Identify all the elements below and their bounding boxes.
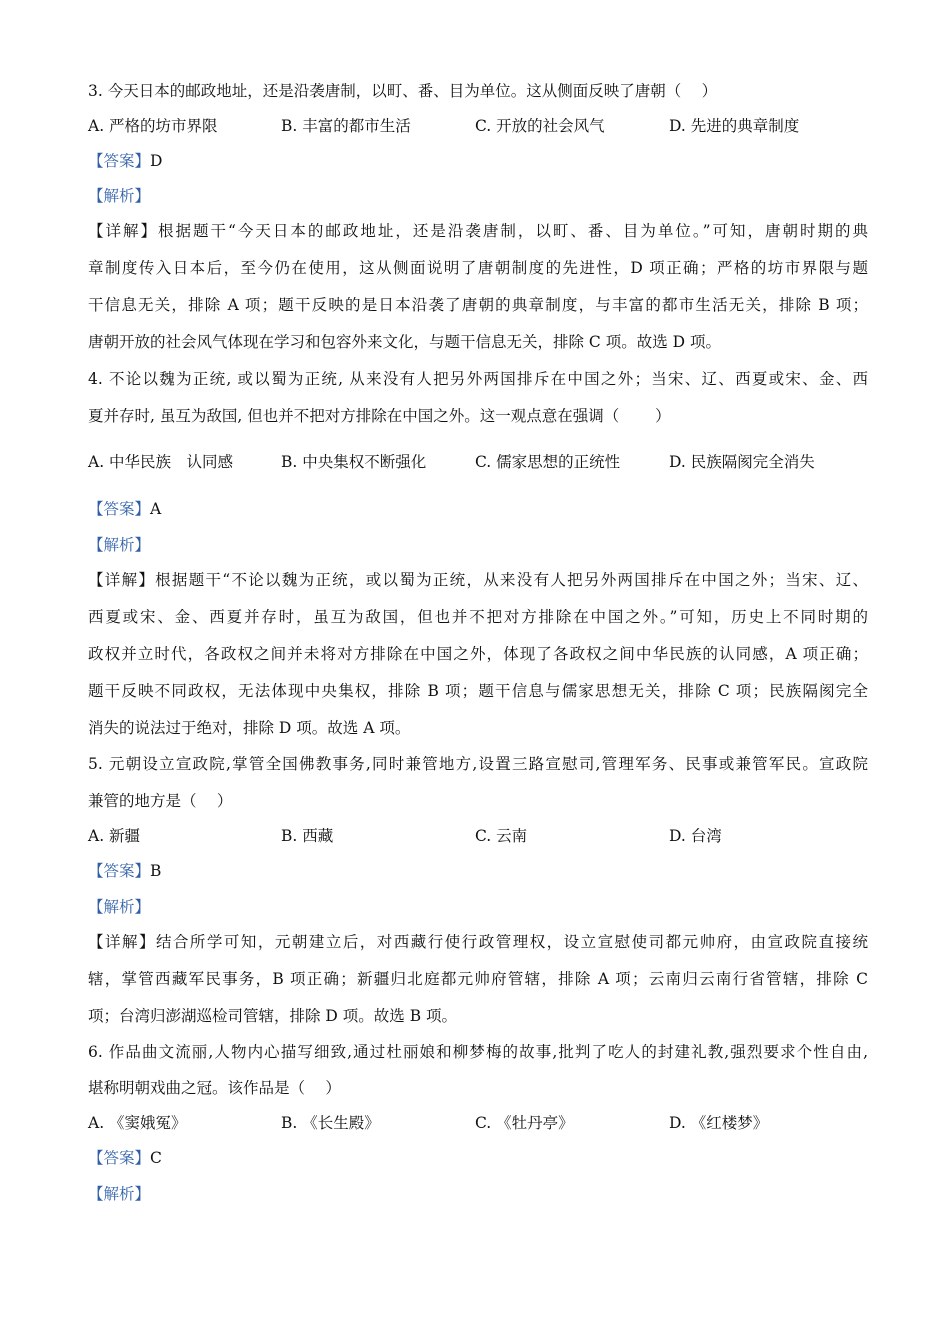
option-c: C. 开放的社会风气 <box>475 117 605 135</box>
option-b: B. 丰富的都市生活 <box>281 117 411 135</box>
question-5-analysis-tag: 【解析】 <box>88 898 151 916</box>
option-a: A. 新疆 <box>88 827 141 845</box>
question-5-options <box>88 825 868 847</box>
option-c: C. 儒家思想的正统性 <box>475 453 621 471</box>
question-4-stem: 4. 不论以魏为正统, 或以蜀为正统, 从来没有人把另外两国排斥在中国之外；当宋、辽、西夏或宋、金、西 <box>88 370 868 388</box>
question-3-detail-line: 唐朝开放的社会风气体现在学习和包容外来文化，与题干信息无关，排除 C 项。故选 D 项。 <box>88 333 721 351</box>
question-4-detail-line: 西夏或宋、金、西夏并存时，虽互为敌国，但也并不把对方排除在中国之外。”可知，历史上不同时期的 <box>88 608 868 626</box>
question-5-detail-line: 项；台湾归澎湖巡检司管辖，排除 D 项。故选 B 项。 <box>88 1007 458 1025</box>
option-a: A. 严格的坊市界限 <box>88 117 218 135</box>
option-c: C. 《牡丹亭》 <box>475 1114 574 1132</box>
detail-text: 根据题干“不论以魏为正统，或以蜀为正统，从来没有人把另外两国排斥在中国之外；当宋、辽、 <box>155 571 868 589</box>
detail-tag: 【详解】 <box>88 222 158 240</box>
question-3-detail-line <box>88 220 868 242</box>
question-3-options <box>88 115 868 137</box>
question-4-options <box>88 451 868 473</box>
answer-value: C <box>150 1149 162 1167</box>
option-b: B. 中央集权不断强化 <box>281 453 427 471</box>
question-3-analysis-tag: 【解析】 <box>88 187 151 205</box>
question-6-answer <box>88 1147 868 1169</box>
question-3-detail-line: 章制度传入日本后，至今仍在使用，这从侧面说明了唐朝制度的先进性，D 项正确；严格的坊市界限与题 <box>88 259 868 277</box>
answer-value: A <box>150 500 162 518</box>
option-a: A. 中华民族 认同感 <box>88 453 234 471</box>
answer-value: D <box>150 152 163 170</box>
option-b: B. 《长生殿》 <box>281 1114 380 1132</box>
question-4-detail-line: 政权并立时代，各政权之间并未将对方排除在中国之外，体现了各政权之间中华民族的认同感，A 项正确； <box>88 645 868 663</box>
answer-tag: 【答案】 <box>88 1149 151 1167</box>
answer-value: B <box>150 862 162 880</box>
question-4-detail-line <box>88 569 868 591</box>
option-d: D. 《红楼梦》 <box>669 1114 769 1132</box>
option-d: D. 先进的典章制度 <box>669 117 800 135</box>
option-b: B. 西藏 <box>281 827 334 845</box>
answer-tag: 【答案】 <box>88 152 151 170</box>
question-6-options <box>88 1112 868 1134</box>
question-6-stem: 堪称明朝戏曲之冠。该作品是（ ） <box>88 1079 341 1097</box>
question-4-analysis-tag: 【解析】 <box>88 536 151 554</box>
question-4-detail-line: 消失的说法过于绝对，排除 D 项。故选 A 项。 <box>88 719 411 737</box>
option-d: D. 民族隔阂完全消失 <box>669 453 815 471</box>
question-6-analysis-tag: 【解析】 <box>88 1185 151 1203</box>
question-5-answer <box>88 860 868 882</box>
question-4-stem: 夏并存时, 虽互为敌国, 但也并不把对方排除在中国之外。这一观点意在强调（ ） <box>88 407 671 425</box>
detail-text: 结合所学可知，元朝建立后，对西藏行使行政管理权，设立宣慰使司都元帅府，由宣政院直接统 <box>155 933 868 951</box>
answer-tag: 【答案】 <box>88 500 151 518</box>
question-4-answer <box>88 498 868 520</box>
option-c: C. 云南 <box>475 827 528 845</box>
question-5-detail-line <box>88 931 868 953</box>
question-5-stem: 兼管的地方是（ ） <box>88 792 233 810</box>
detail-text: 根据题干“今天日本的邮政地址，还是沿袭唐制，以町、番、目为单位。”可知，唐朝时期的典 <box>158 222 868 240</box>
detail-tag: 【详解】 <box>88 933 156 951</box>
detail-tag: 【详解】 <box>88 571 156 589</box>
question-4-detail-line: 题干反映不同政权，无法体现中央集权，排除 B 项；题干信息与儒家思想无关，排除 C 项；民族隔阂完全 <box>88 682 868 700</box>
answer-tag: 【答案】 <box>88 862 151 880</box>
question-5-stem: 5. 元朝设立宣政院,掌管全国佛教事务,同时兼管地方,设置三路宣慰司,管理军务、民事或兼管军民。宣政院 <box>88 755 868 773</box>
option-a: A. 《窦娥冤》 <box>88 1114 187 1132</box>
question-3-stem: 3. 今天日本的邮政地址，还是沿袭唐制，以町、番、目为单位。这从侧面反映了唐朝（ ） <box>88 82 718 100</box>
question-6-stem: 6. 作品曲文流丽,人物内心描写细致,通过杜丽娘和柳梦梅的故事,批判了吃人的封建礼教,强烈要求个性自由, <box>88 1043 868 1061</box>
question-5-detail-line: 辖，掌管西藏军民事务，B 项正确；新疆归北庭都元帅府管辖，排除 A 项；云南归云南行省管辖，排除 C <box>88 970 868 988</box>
option-d: D. 台湾 <box>669 827 722 845</box>
question-3-detail-line: 干信息无关，排除 A 项；题干反映的是日本沿袭了唐朝的典章制度，与丰富的都市生活无关，排除 B 项； <box>88 296 868 314</box>
question-3-answer <box>88 150 868 172</box>
